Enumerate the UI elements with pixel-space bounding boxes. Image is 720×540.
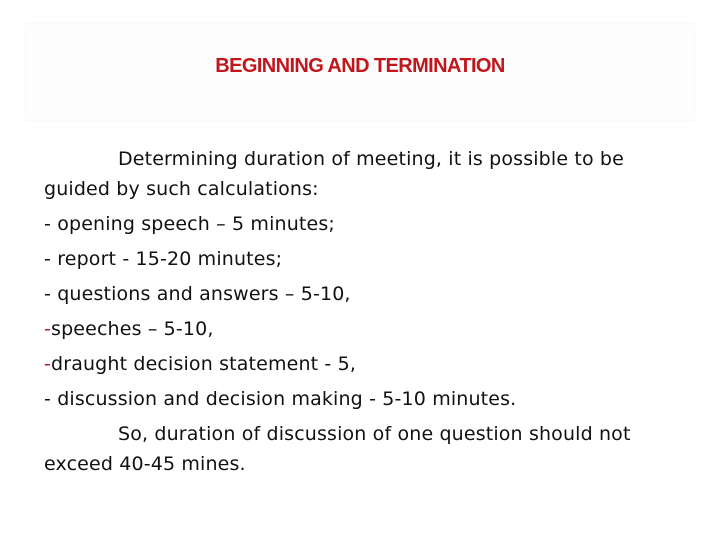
item-dash: - xyxy=(44,213,58,235)
item-text: opening speech – 5 minutes; xyxy=(57,213,335,235)
list-item xyxy=(44,279,694,309)
list-item xyxy=(44,244,694,274)
item-dash: - xyxy=(44,388,58,410)
list-item xyxy=(44,209,694,239)
item-text: speeches – 5-10, xyxy=(51,318,214,340)
item-text: report - 15-20 minutes; xyxy=(57,248,283,270)
item-dash: - xyxy=(44,283,58,305)
conclusion-text: So, duration of discussion of one question should not exceed 40-45 mines. xyxy=(44,423,631,475)
item-text: discussion and decision making - 5-10 minutes. xyxy=(57,388,517,410)
intro-text: Determining duration of meeting, it is possible to be guided by such calculations: xyxy=(44,148,624,200)
conclusion-paragraph xyxy=(44,419,694,479)
item-dash-red: - xyxy=(44,318,52,340)
slide-title: BEGINNING AND TERMINATION xyxy=(215,54,505,77)
list-item xyxy=(44,384,694,414)
item-dash: - xyxy=(44,248,58,270)
intro-paragraph xyxy=(44,144,694,204)
title-box xyxy=(26,24,694,120)
item-text: questions and answers – 5-10, xyxy=(57,283,351,305)
list-item xyxy=(44,314,694,344)
list-item xyxy=(44,349,694,379)
item-text: draught decision statement - 5, xyxy=(51,353,357,375)
item-dash-red: - xyxy=(44,353,52,375)
slide-body xyxy=(44,144,694,484)
